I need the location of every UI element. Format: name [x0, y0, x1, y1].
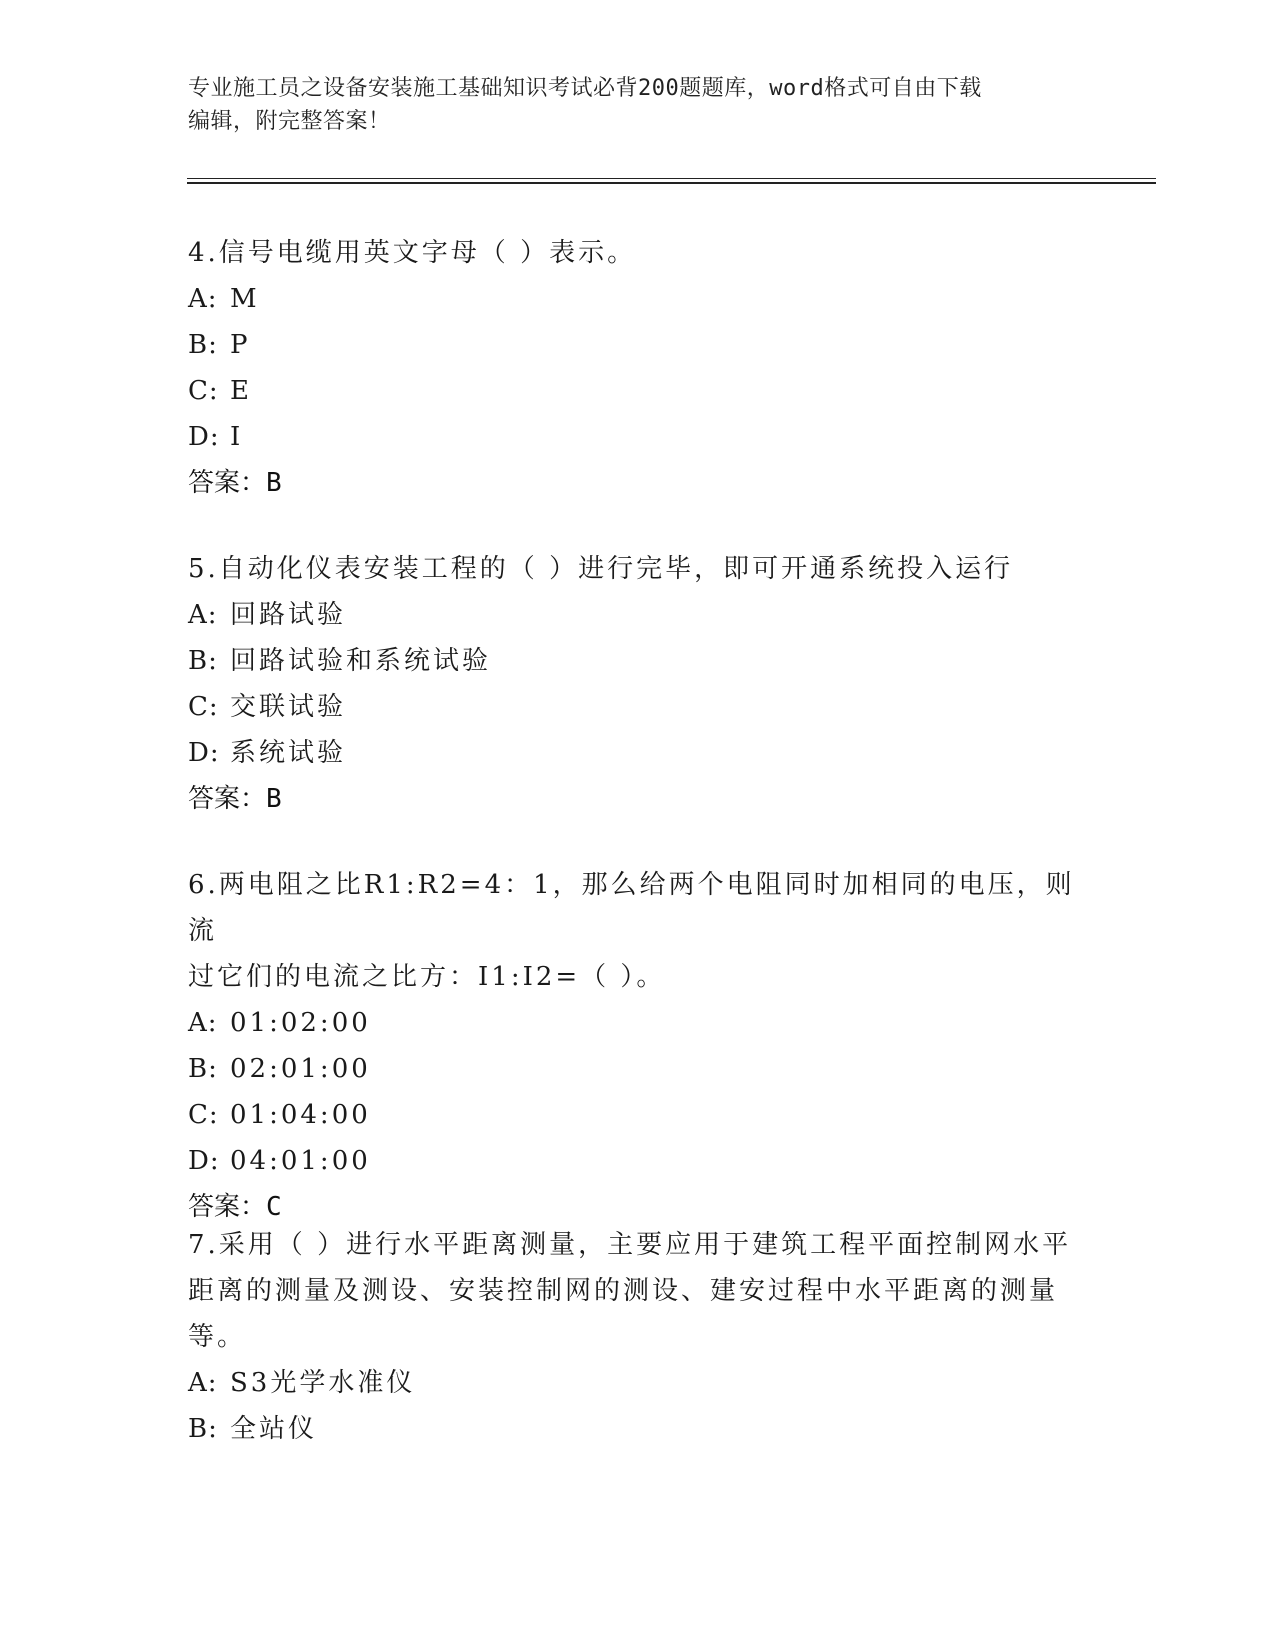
- option-b: [188, 1406, 1088, 1452]
- question-stem: 4.信号电缆用英文字母（ ）表示。: [188, 238, 637, 268]
- option-text: 回路试验: [230, 600, 347, 630]
- header-divider-thin: [187, 178, 1156, 179]
- question-5: [188, 546, 1088, 822]
- option-d: [188, 414, 1088, 460]
- option-letter: B:: [188, 646, 218, 676]
- answer-label: 答案：: [188, 1192, 267, 1222]
- question-6: [188, 862, 1088, 1230]
- option-b: [188, 1046, 1088, 1092]
- answer-value: B: [266, 468, 282, 498]
- header-divider-thick: [187, 182, 1156, 184]
- option-letter: A:: [188, 1368, 218, 1398]
- option-letter: D:: [188, 738, 220, 768]
- option-text: I: [230, 422, 244, 452]
- option-text: P: [230, 330, 251, 360]
- question-stem-line-1: 7.采用（ ）进行水平距离测量，主要应用于建筑工程平面控制网水平: [188, 1230, 1072, 1260]
- option-b: [188, 638, 1088, 684]
- answer-line: [188, 460, 1088, 506]
- option-text: 02:01:00: [230, 1054, 371, 1084]
- option-text: 04:01:00: [230, 1146, 371, 1176]
- option-a: [188, 1000, 1088, 1046]
- answer-value: B: [266, 784, 282, 814]
- option-text: M: [230, 284, 260, 314]
- option-text: 回路试验和系统试验: [230, 646, 492, 676]
- question-stem-line-1: 6.两电阻之比R1:R2=4：1，那么给两个电阻同时加相同的电压，则流: [188, 870, 1075, 946]
- question-stem-line-2: 距离的测量及测设、安装控制网的测设、建安过程中水平距离的测量: [188, 1276, 1059, 1306]
- answer-line: [188, 776, 1088, 822]
- option-letter: A:: [188, 284, 218, 314]
- option-text: 交联试验: [230, 692, 347, 722]
- question-stem-line-3: 等。: [188, 1322, 247, 1352]
- option-letter: B:: [188, 1414, 218, 1444]
- option-d: [188, 1138, 1088, 1184]
- option-d: [188, 730, 1088, 776]
- option-c: [188, 368, 1088, 414]
- option-text: 系统试验: [230, 738, 347, 768]
- question-4: [188, 230, 1088, 506]
- option-text: 全站仪: [230, 1414, 318, 1444]
- option-text: S3光学水准仪: [230, 1368, 416, 1398]
- option-a: [188, 592, 1088, 638]
- question-stem: 5.自动化仪表安装工程的（ ）进行完毕，即可开通系统投入运行: [188, 554, 1014, 584]
- answer-value: C: [266, 1192, 282, 1222]
- header-title-line-1: 专业施工员之设备安装施工基础知识考试必背200题题库，word格式可自由下载: [188, 76, 982, 101]
- option-letter: B:: [188, 1054, 218, 1084]
- option-text: 01:04:00: [230, 1100, 371, 1130]
- option-letter: D:: [188, 422, 220, 452]
- option-b: [188, 322, 1088, 368]
- option-letter: D:: [188, 1146, 220, 1176]
- option-letter: C:: [188, 692, 219, 722]
- option-letter: A:: [188, 600, 218, 630]
- option-c: [188, 684, 1088, 730]
- option-letter: C:: [188, 376, 219, 406]
- answer-label: 答案：: [188, 784, 267, 814]
- question-stem-line-2: 过它们的电流之比方：I1:I2=（ ）。: [188, 962, 666, 992]
- option-text: E: [230, 376, 252, 406]
- option-letter: A:: [188, 1008, 218, 1038]
- header-title-line-2: 编辑，附完整答案！: [188, 109, 391, 134]
- option-letter: C:: [188, 1100, 219, 1130]
- option-letter: B:: [188, 330, 218, 360]
- option-a: [188, 276, 1088, 322]
- question-7: [188, 1222, 1088, 1452]
- option-text: 01:02:00: [230, 1008, 371, 1038]
- document-header: [188, 72, 1068, 138]
- option-c: [188, 1092, 1088, 1138]
- answer-label: 答案：: [188, 468, 267, 498]
- option-a: [188, 1360, 1088, 1406]
